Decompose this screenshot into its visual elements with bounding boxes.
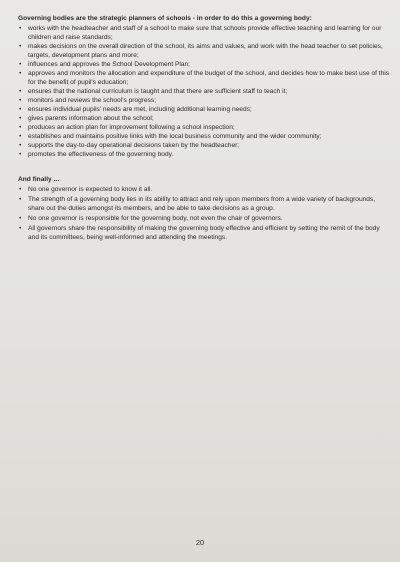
list-item: • establishes and maintains positive links with the local business community and the wider community; (18, 132, 392, 141)
page-content (18, 14, 392, 243)
list-item: • produces an action plan for improvement following a school inspection; (18, 123, 392, 132)
list-item: • makes decisions on the overall direction of the school, its aims and values, and work with the head teacher to set policies, targets, development plans and more; (18, 42, 392, 60)
list-item: • supports the day-to-day operational decisions taken by the headteacher; (18, 141, 392, 150)
list-item: • ensures individual pupils' needs are met, including additional learning needs; (18, 105, 392, 114)
list-item: • All governors share the responsibility of making the governing body effective and efficient by setting the remit of the body and its committees, being well-informed and attending the meetings. (18, 224, 392, 242)
list-item: • No one governor is responsible for the governing body, not even the chair of governors. (18, 214, 392, 223)
page-number: 20 (195, 538, 205, 547)
list-item: • gives parents information about the school; (18, 114, 392, 123)
list-item: • works with the headteacher and staff of a school to make sure that schools provide effective teaching and learning for our children and raise standards; (18, 24, 392, 42)
list-item: • influences and approves the School Development Plan; (18, 60, 392, 69)
list-item: • The strength of a governing body lies in its ability to attract and rely upon members from a wide variety of backgrounds, share out the duties amongst its members, and be able to take decisions as a group. (18, 195, 392, 213)
list-item: • approves and monitors the allocation and expenditure of the budget of the school, and decides how to make best use of this for the benefit of pupil's education; (18, 69, 392, 87)
list-item: • No one governor is expected to know it all. (18, 185, 392, 194)
list-item: • monitors and reviews the school's progress; (18, 96, 392, 105)
governing-body-duties-list (18, 24, 392, 159)
section-heading-and-finally: And finally ... (18, 176, 60, 183)
and-finally-list (18, 185, 392, 242)
list-item: • ensures that the national curriculum is taught and that there are sufficient staff to teach it; (18, 87, 392, 96)
list-item: • promotes the effectiveness of the governing body. (18, 150, 392, 159)
section-heading-governing-bodies: Governing bodies are the strategic planners of schools - in order to do this a governing body: (18, 15, 312, 22)
section-spacer (18, 159, 392, 175)
